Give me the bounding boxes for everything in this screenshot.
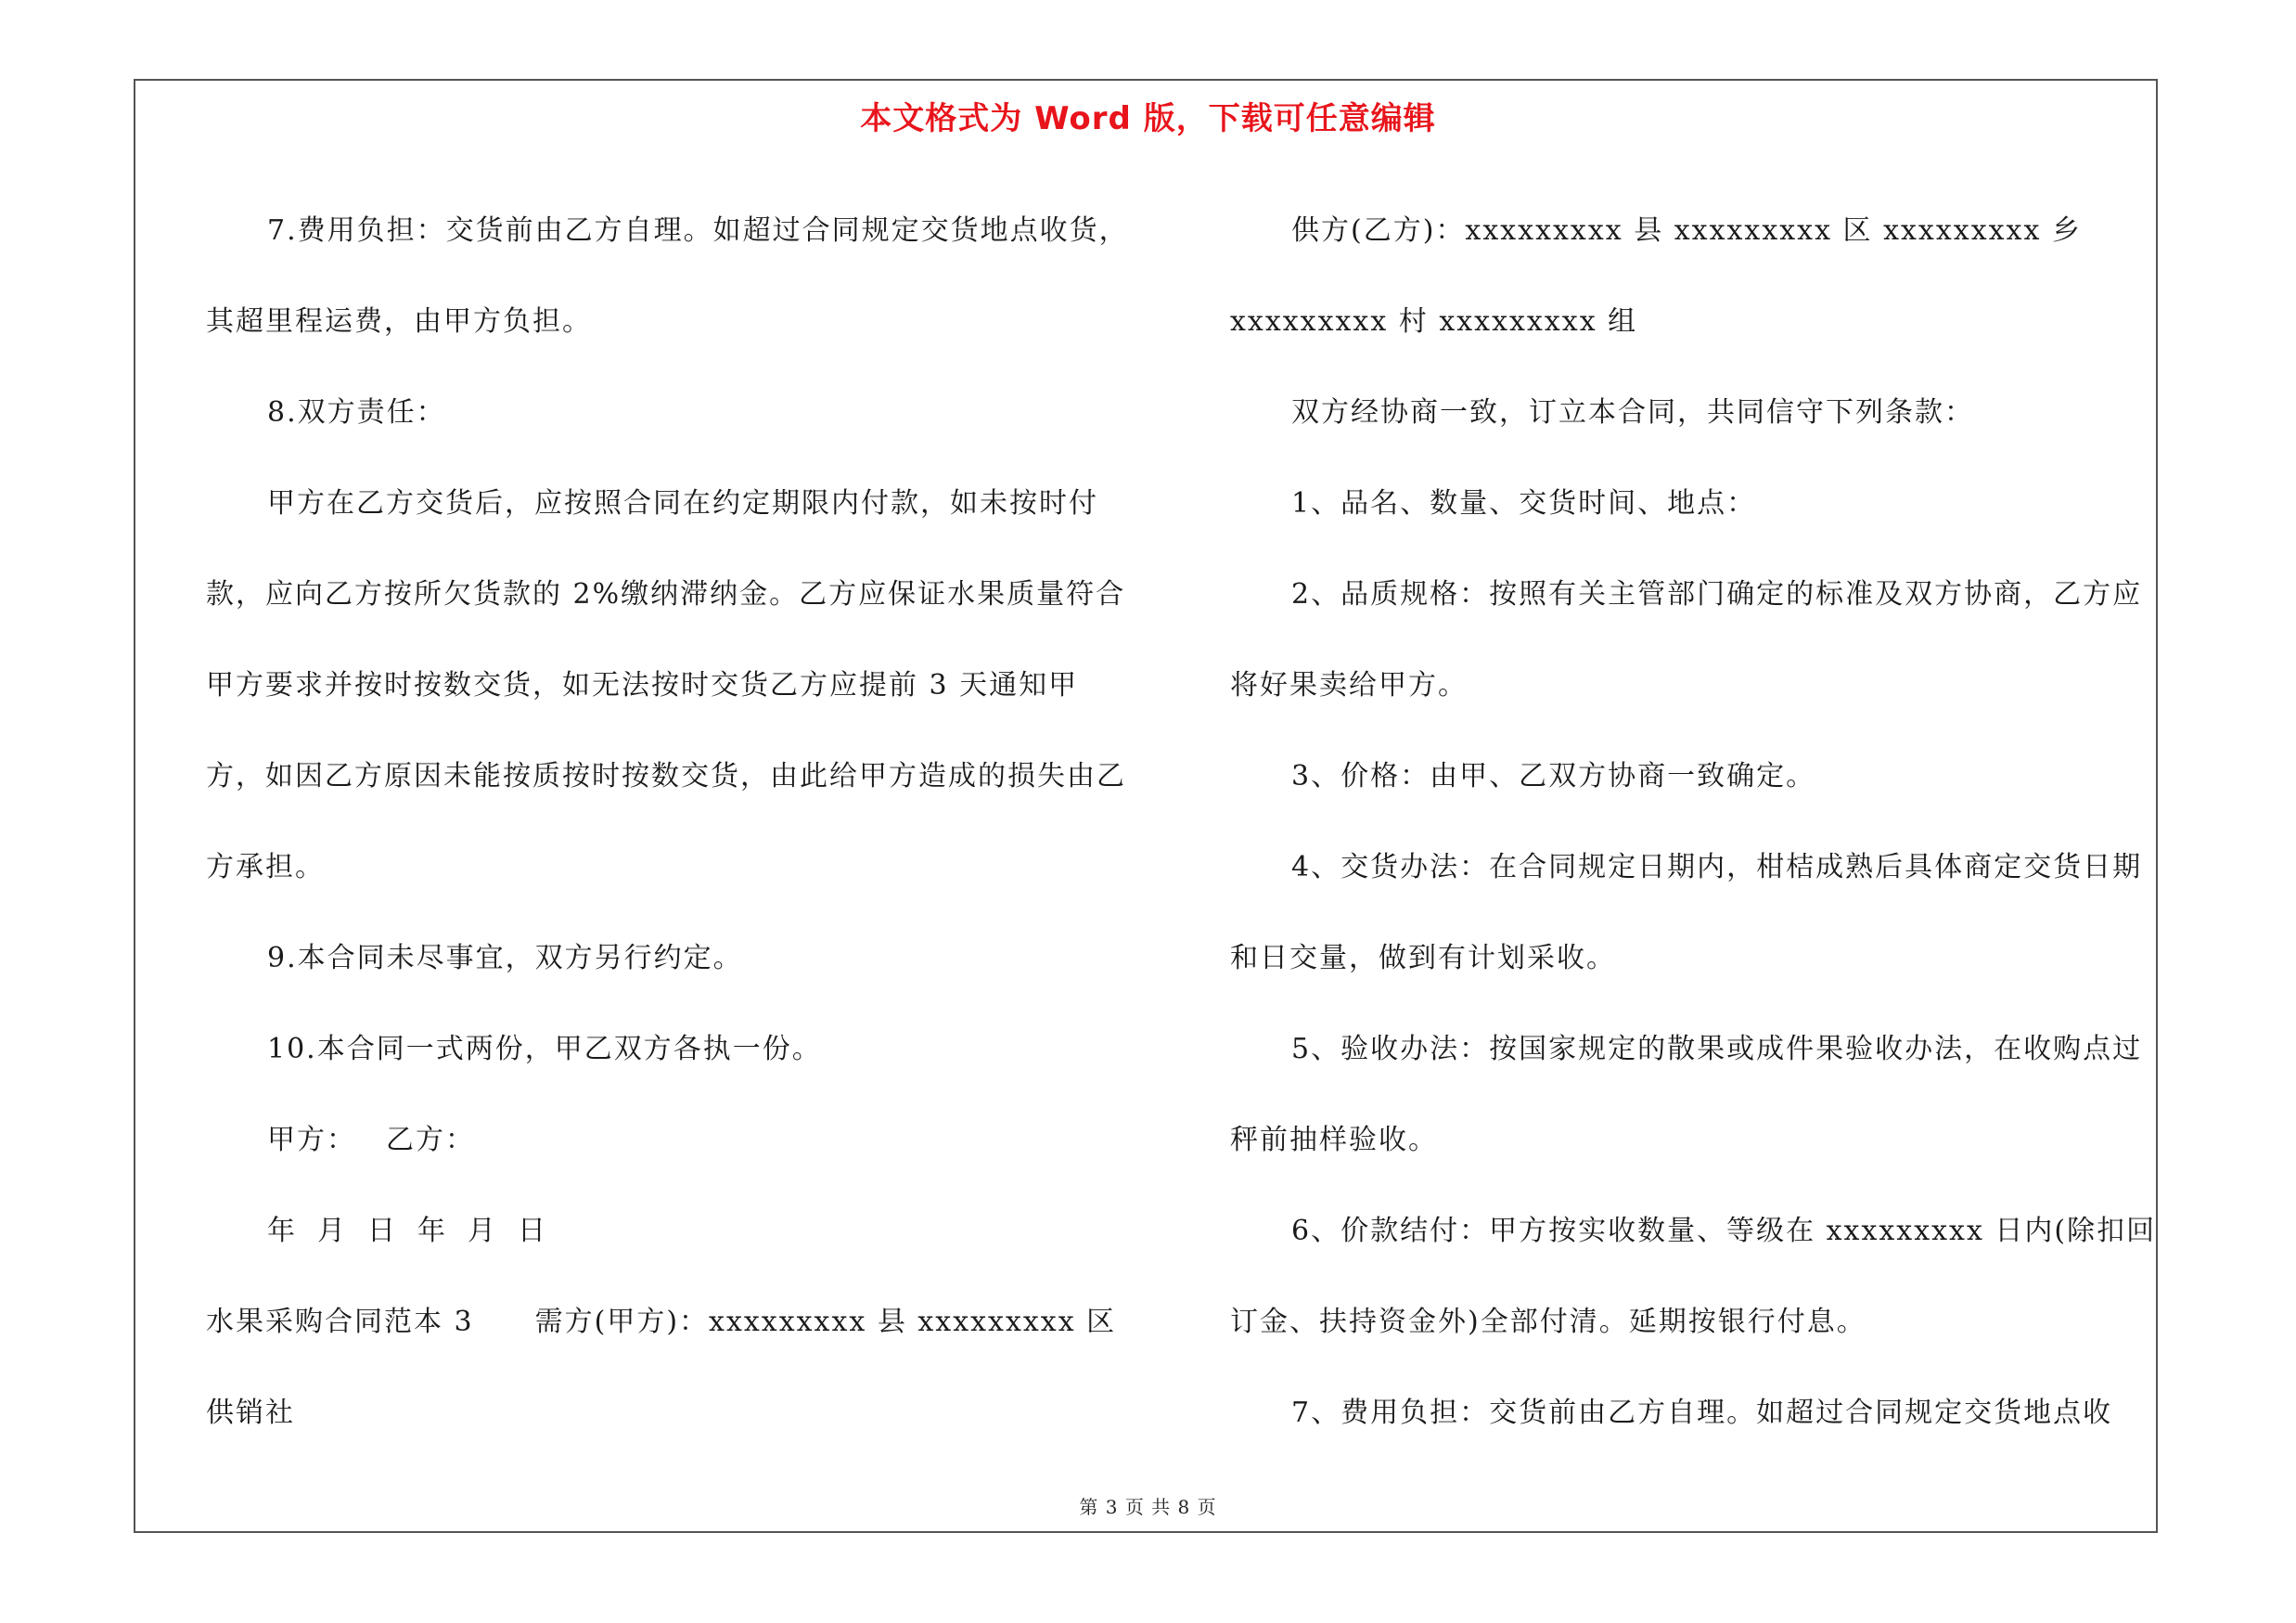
date-day-a: 日 [367, 1215, 397, 1247]
clause-2: 2、品质规格：按照有关主管部门确定的标准及双方协商，乙方应将好果卖给甲方。 [1230, 578, 2143, 702]
clause-7-cost: 7.费用负担：交货前由乙方自理。如超过合同规定交货地点收货，其超里程运费，由甲方负担。 [206, 214, 1129, 338]
date-month-a: 月 [317, 1215, 347, 1247]
date-month-b: 月 [468, 1215, 497, 1247]
buyer-info: 需方(甲方)：xxxxxxxxx 县 xxxxxxxxx 区供销社 [206, 1306, 1117, 1429]
right-column [1230, 186, 2158, 1459]
agreement-intro: 双方经协商一致，订立本合同，共同信守下列条款： [1291, 396, 1974, 429]
signature-line [206, 1095, 1134, 1186]
clause-4: 4、交货办法：在合同规定日期内，柑桔成熟后具体商定交货日期和日交量，做到有计划采收。 [1230, 851, 2143, 974]
contract-title: 水果采购合同范本 3 [206, 1306, 474, 1338]
date-line [206, 1186, 1134, 1277]
format-banner: 本文格式为 Word 版，下载可任意编辑 [860, 100, 1436, 137]
clause-3: 3、价格：由甲、乙双方协商一致确定。 [1291, 760, 1816, 792]
date-year-a: 年 [267, 1215, 297, 1247]
clause-8-heading: 8.双方责任： [267, 396, 446, 429]
date-year-b: 年 [417, 1215, 447, 1247]
clause-1: 1、品名、数量、交货时间、地点： [1291, 487, 1757, 520]
clause-9: 9.本合同未尽事宜，双方另行约定。 [267, 942, 743, 974]
party-b-label: 乙方： [386, 1124, 475, 1156]
left-column [206, 186, 1134, 1459]
clause-6: 6、价款结付：甲方按实收数量、等级在 xxxxxxxxx 日内(除扣回订金、扶持资金外)全部付清。延期按银行付息。 [1230, 1215, 2157, 1338]
date-day-b: 日 [518, 1215, 547, 1247]
clause-8-body: 甲方在乙方交货后，应按照合同在约定期限内付款，如未按时付款，应向乙方按所欠货款的 2%缴纳滞纳金。乙方应保证水果质量符合甲方要求并按时按数交货，如无法按时交货乙方应提前 3 天通知甲方，如因乙方原因未能按质按时按数交货，由此给甲方造成的损失由乙方承担。 [206, 487, 1126, 883]
clause-7-cost-continued: 7、费用负担：交货前由乙方自理。如超过合同规定交货地点收 [1291, 1397, 2113, 1429]
clause-10: 10.本合同一式两份，甲乙双方各执一份。 [267, 1033, 822, 1065]
party-a-label: 甲方： [267, 1124, 356, 1156]
supplier-info: 供方(乙方)：xxxxxxxxx 县 xxxxxxxxx 区 xxxxxxxxx 乡 xxxxxxxxx 村 xxxxxxxxx 组 [1230, 214, 2082, 338]
contract-title-line [206, 1277, 1134, 1459]
page-number: 第 3 页 共 8 页 [1079, 1496, 1217, 1518]
clause-5: 5、验收办法：按国家规定的散果或成件果验收办法，在收购点过秤前抽样验收。 [1230, 1033, 2143, 1156]
